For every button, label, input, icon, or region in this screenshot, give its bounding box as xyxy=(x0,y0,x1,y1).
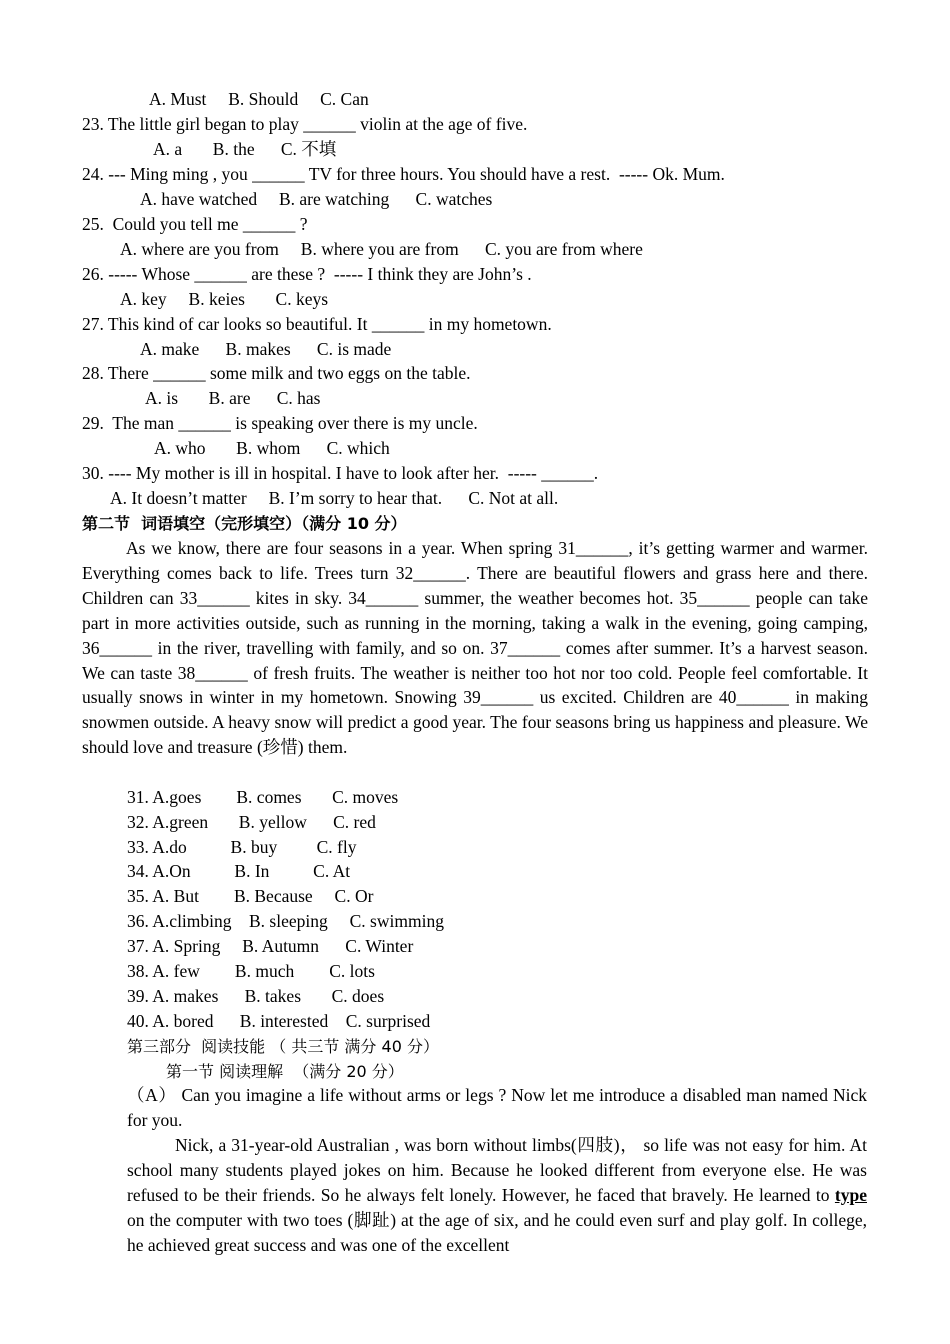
reading-a-text-2: on the computer with two toes (脚趾) at the age of six, and he could even surf and play golf. In college, he achieved great success and was one of the excellent xyxy=(127,1209,867,1255)
underlined-word-type: type xyxy=(834,1184,867,1205)
cloze-option-40: 40. A. bored B. interested C. surprised xyxy=(127,1011,431,1031)
question-27: 27. This kind of car looks so beautiful. It ______ in my hometown. xyxy=(82,314,552,334)
question-26: 26. ----- Whose ______ are these ? ----- I think they are John’s . xyxy=(82,264,532,284)
q24-options: A. have watched B. are watching C. watches xyxy=(140,189,493,209)
q25-options: A. where are you from B. where you are from C. you are from where xyxy=(120,239,643,259)
cloze-option-31: 31. A.goes B. comes C. moves xyxy=(127,787,399,807)
cloze-option-39: 39. A. makes B. takes C. does xyxy=(127,986,385,1006)
cloze-passage: As we know, there are four seasons in a year. When spring 31______, it’s getting warmer and warmer. Everything comes back to life. Trees turn 32______. There are beautiful flowers and grass here and there. Children can 33______ kites in sky. 34______ summer, the weather becomes hot. 35______ people can take part in more activities outside, such as running in the morning, taking a walk in the evening, going camping, 36______ in the river, travelling with family, and so on. 37______ comes after summer. It’s a harvest season. We can taste 38______ of fresh fruits. The weather is neither too hot nor too cold. People feel comfortable. It usually snows in winter in my hometown. Snowing 39______ us excited. Children are 40______ in making snowmen outside. A heavy snow will predict a good year. The four seasons bring us happiness and pleasure. We should love and treasure (珍惜) them. xyxy=(82,538,868,758)
cloze-option-33: 33. A.do B. buy C. fly xyxy=(127,837,357,857)
section-2-title: 第二节 词语填空（完形填空）（满分 10 分） xyxy=(82,514,407,533)
question-25: 25. Could you tell me ______ ? xyxy=(82,214,308,234)
q30-options: A. It doesn’t matter B. I’m sorry to hear that. C. Not at all. xyxy=(110,488,559,508)
cloze-option-37: 37. A. Spring B. Autumn C. Winter xyxy=(127,936,414,956)
q22-options: A. Must B. Should C. Can xyxy=(149,89,369,109)
cloze-option-38: 38. A. few B. much C. lots xyxy=(127,961,375,981)
cloze-option-32: 32. A.green B. yellow C. red xyxy=(127,812,376,832)
reading-a-text-1: Nick, a 31-year-old Australian , was born without limbs(四肢)， so life was not easy for him. At school many students played jokes on him. Because he looked different from everyone else. He was refused to be their friends. So he always felt lonely. However, he faced that bravely. He learned to xyxy=(127,1135,867,1205)
part-3-subtitle: 第一节 阅读理解 （满分 20 分） xyxy=(166,1062,404,1081)
question-28: 28. There ______ some milk and two eggs on the table. xyxy=(82,363,471,383)
question-23: 23. The little girl began to play ______ violin at the age of five. xyxy=(82,114,528,134)
cloze-option-35: 35. A. But B. Because C. Or xyxy=(127,886,374,906)
question-24: 24. --- Ming ming , you ______ TV for three hours. You should have a rest. ----- Ok. Mum. xyxy=(82,164,725,184)
part-3-title: 第三部分 阅读技能 （ 共三节 满分 40 分） xyxy=(127,1037,439,1056)
q28-options: A. is B. are C. has xyxy=(145,388,321,408)
cloze-option-34: 34. A.On B. In C. At xyxy=(127,861,351,881)
question-30: 30. ---- My mother is ill in hospital. I have to look after her. ----- ______. xyxy=(82,463,599,483)
reading-a-intro: （A） Can you imagine a life without arms or legs ? Now let me introduce a disabled man named Nick for you. xyxy=(127,1085,867,1130)
q23-options: A. a B. the C. 不填 xyxy=(153,139,337,159)
question-29: 29. The man ______ is speaking over there is my uncle. xyxy=(82,413,478,433)
reading-a-paragraph xyxy=(127,1133,867,1258)
q26-options: A. key B. keies C. keys xyxy=(120,289,329,309)
cloze-option-36: 36. A.climbing B. sleeping C. swimming xyxy=(127,911,444,931)
q29-options: A. who B. whom C. which xyxy=(154,438,390,458)
q27-options: A. make B. makes C. is made xyxy=(140,339,392,359)
